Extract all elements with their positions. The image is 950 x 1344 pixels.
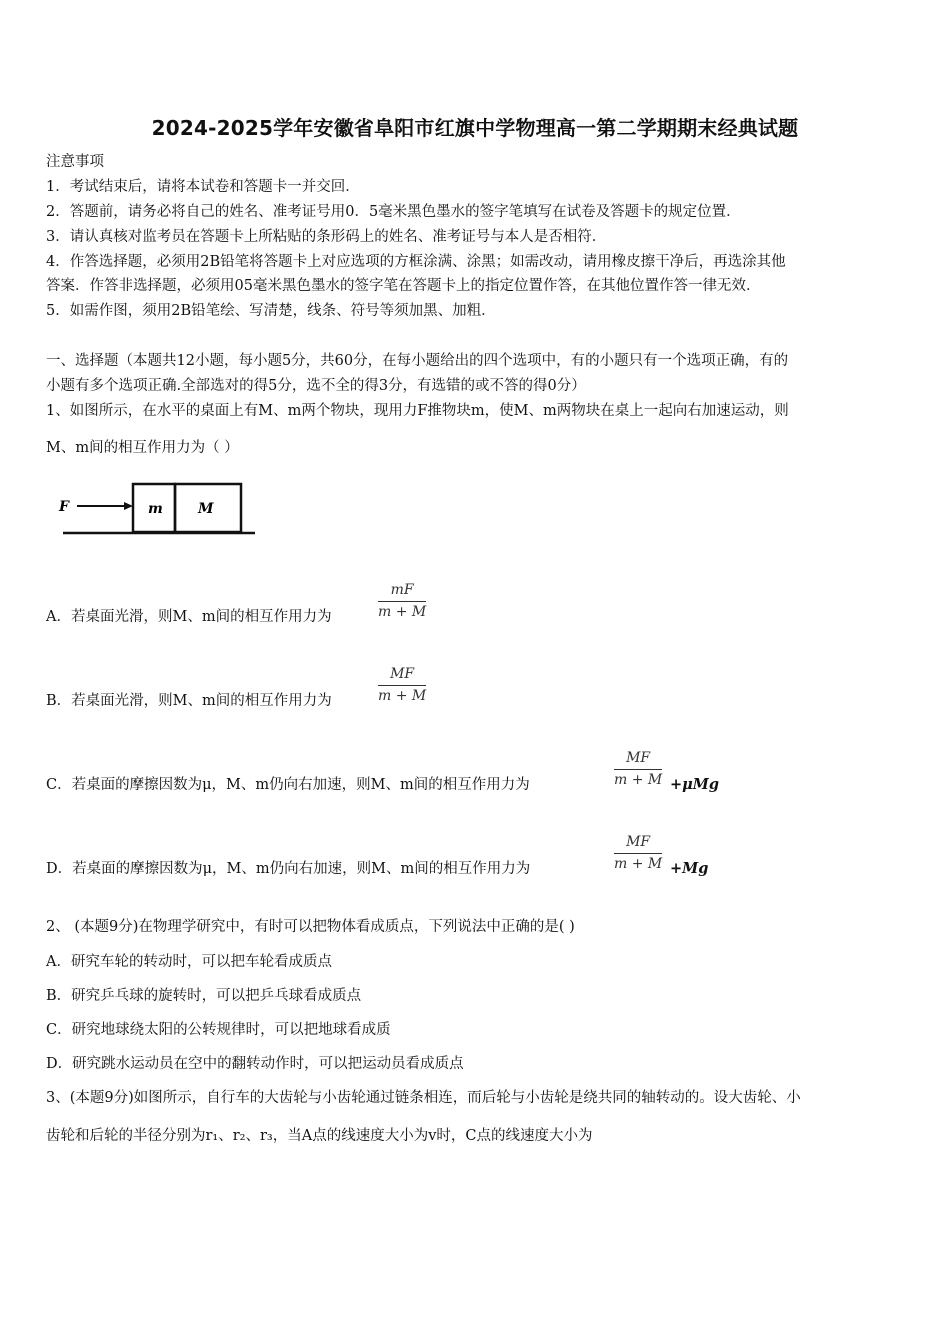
q1-a-denominator: m + M [378, 604, 427, 620]
notice-item-4-cont: 答案．作答非选择题，必须用05毫米黑色墨水的签字笔在答题卡上的指定位置作答，在其他位置作答一律无效． [46, 278, 761, 294]
q1-figure [55, 475, 260, 540]
q1-stem-line2: M、m间的相互作用力为（ ） [46, 440, 239, 456]
q1-option-c-fraction [614, 750, 662, 788]
q2-stem: 2、 (本题9分)在物理学研究中，有时可以把物体看成质点，下列说法中正确的是( ) [46, 919, 575, 935]
q3-stem-line1: 3、(本题9分)如图所示，自行车的大齿轮与小齿轮通过链条相连，而后轮与小齿轮是绕共同的轴转动的。设大齿轮、小 [46, 1090, 801, 1106]
q1-option-a-fraction [378, 582, 426, 620]
q1-option-c: C．若桌面的摩擦因数为μ，M、m仍向右加速，则M、m间的相互作用力为 [46, 777, 530, 793]
q1-option-d-fraction [614, 834, 662, 872]
force-label: F [59, 499, 69, 515]
q1-option-d: D．若桌面的摩擦因数为μ，M、m仍向右加速，则M、m间的相互作用力为 [46, 861, 531, 877]
notice-heading: 注意事项 [46, 154, 104, 170]
notice-item-2: 2．答题前，请务必将自己的姓名、准考证号用0．5毫米黑色墨水的签字笔填写在试卷及答题卡的规定位置． [46, 204, 741, 220]
q1-d-numerator: MF [614, 834, 662, 854]
q1-b-denominator: m + M [378, 688, 427, 704]
q1-option-d-tail: +Mg [670, 860, 709, 877]
page-title: 2024-2025学年安徽省阜阳市红旗中学物理高一第二学期期末经典试题 [151, 116, 799, 140]
q1-d-denominator: m + M [614, 856, 663, 872]
q1-option-a: A．若桌面光滑，则M、m间的相互作用力为 [46, 609, 332, 625]
q1-a-numerator: mF [378, 582, 426, 602]
q1-option-c-tail: +μMg [670, 776, 719, 793]
section1-intro-line2: 小题有多个选项正确.全部选对的得5分，选不全的得3分，有选错的或不答的得0分） [46, 378, 586, 394]
q1-stem-line1: 1、如图所示，在水平的桌面上有M、m两个物块，现用力F推物块m，使M、m两物块在桌上一起向右加速运动，则 [46, 403, 789, 419]
q1-c-numerator: MF [614, 750, 662, 770]
block-m-label: m [148, 501, 163, 517]
q2-option-c: C．研究地球绕太阳的公转规律时，可以把地球看成质 [46, 1022, 391, 1038]
notice-item-1: 1．考试结束后，请将本试卷和答题卡一并交回． [46, 179, 360, 195]
section1-intro-line1: 一、选择题（本题共12小题，每小题5分，共60分，在每小题给出的四个选项中，有的小题只有一个选项正确，有的 [46, 353, 789, 369]
q2-option-b: B．研究乒乓球的旋转时，可以把乒乓球看成质点 [46, 988, 362, 1004]
q1-c-denominator: m + M [614, 772, 663, 788]
force-arrow-head [124, 502, 133, 510]
q1-option-b: B．若桌面光滑，则M、m间的相互作用力为 [46, 693, 332, 709]
q1-b-numerator: MF [378, 666, 426, 686]
block-M-label: M [198, 501, 214, 517]
q2-option-a: A．研究车轮的转动时，可以把车轮看成质点 [46, 954, 332, 970]
q3-stem-line2: 齿轮和后轮的半径分别为r₁、r₂、r₃，当A点的线速度大小为v时，C点的线速度大小为 [46, 1128, 593, 1144]
notice-item-4: 4．作答选择题，必须用2B铅笔将答题卡上对应选项的方框涂满、涂黑；如需改动，请用橡皮擦干净后，再选涂其他 [46, 254, 786, 270]
notice-item-3: 3．请认真核对监考员在答题卡上所粘贴的条形码上的姓名、准考证号与本人是否相符． [46, 229, 607, 245]
notice-item-5: 5．如需作图，须用2B铅笔绘、写清楚，线条、符号等须加黑、加粗． [46, 303, 496, 319]
q1-option-b-fraction [378, 666, 426, 704]
q2-option-d: D．研究跳水运动员在空中的翻转动作时，可以把运动员看成质点 [46, 1056, 464, 1072]
